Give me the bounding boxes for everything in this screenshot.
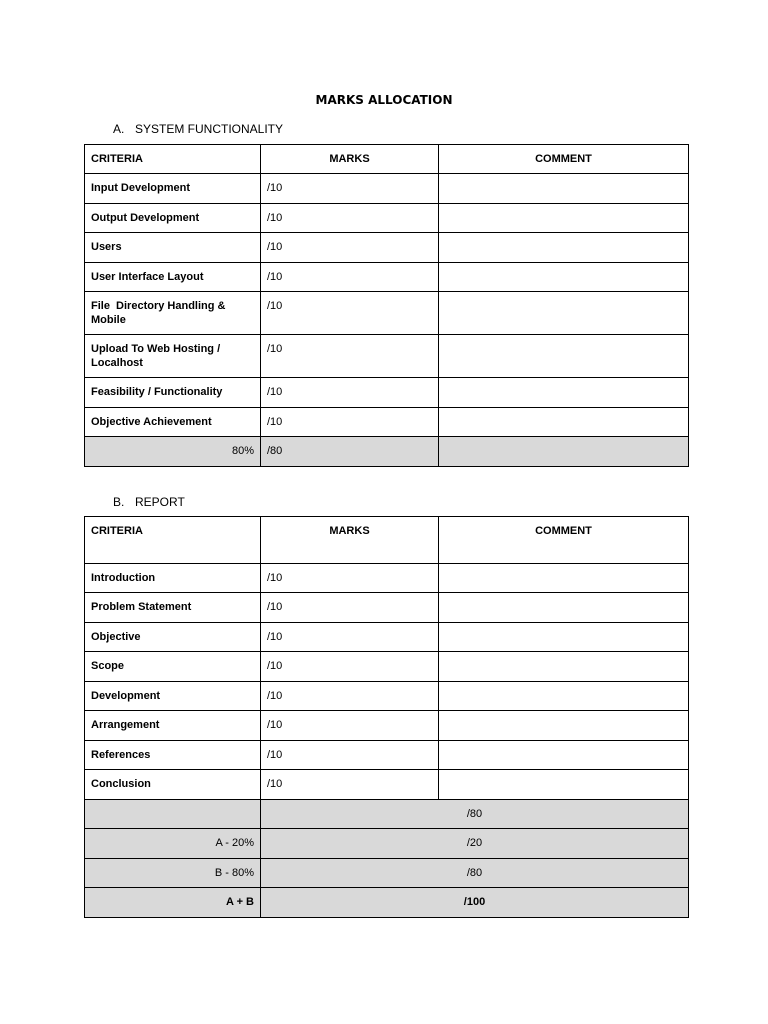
summary-label-cell xyxy=(85,800,261,829)
marks-cell: /10 xyxy=(261,593,439,623)
grand-total-label-cell: A + B xyxy=(85,888,261,918)
marks-cell: /10 xyxy=(261,174,439,204)
criteria-cell: Output Development xyxy=(85,204,261,233)
section-a-letter: A. xyxy=(113,122,125,136)
comment-cell[interactable] xyxy=(439,652,689,682)
page-title: MARKS ALLOCATION xyxy=(315,93,453,107)
comment-cell[interactable] xyxy=(439,174,689,204)
column-header-comment: COMMENT xyxy=(439,145,689,174)
criteria-cell: Introduction xyxy=(85,564,261,593)
criteria-cell: User Interface Layout xyxy=(85,263,261,292)
comment-cell[interactable] xyxy=(439,711,689,741)
total-marks-cell: /80 xyxy=(261,437,439,467)
comment-cell[interactable] xyxy=(439,564,689,593)
summary-label-cell: A - 20% xyxy=(85,829,261,859)
total-row xyxy=(85,437,689,467)
comment-cell[interactable] xyxy=(439,408,689,437)
table-row xyxy=(85,263,689,292)
criteria-cell: Objective Achievement xyxy=(85,408,261,437)
marks-cell: /10 xyxy=(261,292,439,335)
marks-cell: /10 xyxy=(261,263,439,292)
criteria-cell: Users xyxy=(85,233,261,263)
section-b-letter: B. xyxy=(113,495,125,509)
marks-cell: /10 xyxy=(261,770,439,800)
table-row xyxy=(85,741,689,770)
summary-marks-cell: /80 xyxy=(261,800,689,829)
criteria-cell: File Directory Handling & Mobile xyxy=(85,292,261,335)
table-row xyxy=(85,593,689,623)
section-a-title: SYSTEM FUNCTIONALITY xyxy=(135,122,284,136)
summary-row xyxy=(85,829,689,859)
comment-cell[interactable] xyxy=(439,335,689,378)
section-b-title: REPORT xyxy=(135,495,185,509)
column-header-comment: COMMENT xyxy=(439,517,689,564)
column-header-marks: MARKS xyxy=(261,145,439,174)
marks-cell: /10 xyxy=(261,408,439,437)
system-functionality-table xyxy=(84,144,689,467)
summary-marks-cell: /80 xyxy=(261,859,689,888)
table-row xyxy=(85,233,689,263)
comment-cell[interactable] xyxy=(439,682,689,711)
table-row xyxy=(85,378,689,408)
marks-cell: /10 xyxy=(261,652,439,682)
marks-cell: /10 xyxy=(261,378,439,408)
total-comment-cell xyxy=(439,437,689,467)
table-row xyxy=(85,335,689,378)
summary-label-cell: B - 80% xyxy=(85,859,261,888)
comment-cell[interactable] xyxy=(439,292,689,335)
total-label-cell: 80% xyxy=(85,437,261,467)
table-row xyxy=(85,711,689,741)
comment-cell[interactable] xyxy=(439,263,689,292)
summary-row xyxy=(85,800,689,829)
criteria-cell: Feasibility / Functionality xyxy=(85,378,261,408)
column-header-marks: MARKS xyxy=(261,517,439,564)
comment-cell[interactable] xyxy=(439,770,689,800)
table-row xyxy=(85,292,689,335)
criteria-cell: Conclusion xyxy=(85,770,261,800)
criteria-cell: Problem Statement xyxy=(85,593,261,623)
comment-cell[interactable] xyxy=(439,378,689,408)
table-row xyxy=(85,770,689,800)
table-row xyxy=(85,623,689,652)
table-row xyxy=(85,408,689,437)
criteria-cell: Arrangement xyxy=(85,711,261,741)
marks-cell: /10 xyxy=(261,741,439,770)
grand-total-marks-cell: /100 xyxy=(261,888,689,918)
summary-row xyxy=(85,859,689,888)
summary-marks-cell: /20 xyxy=(261,829,689,859)
marks-cell: /10 xyxy=(261,564,439,593)
marks-cell: /10 xyxy=(261,623,439,652)
column-header-criteria: CRITERIA xyxy=(85,145,261,174)
marks-cell: /10 xyxy=(261,711,439,741)
comment-cell[interactable] xyxy=(439,623,689,652)
table-row xyxy=(85,652,689,682)
criteria-cell: Scope xyxy=(85,652,261,682)
criteria-cell: Development xyxy=(85,682,261,711)
marks-cell: /10 xyxy=(261,682,439,711)
marks-cell: /10 xyxy=(261,335,439,378)
criteria-cell: References xyxy=(85,741,261,770)
marks-cell: /10 xyxy=(261,233,439,263)
table-header-row xyxy=(85,145,689,174)
comment-cell[interactable] xyxy=(439,741,689,770)
table-header-row xyxy=(85,517,689,564)
grand-total-row xyxy=(85,888,689,918)
comment-cell[interactable] xyxy=(439,593,689,623)
criteria-cell: Objective xyxy=(85,623,261,652)
table-row xyxy=(85,682,689,711)
table-row xyxy=(85,174,689,204)
table-row xyxy=(85,204,689,233)
criteria-cell: Input Development xyxy=(85,174,261,204)
comment-cell[interactable] xyxy=(439,204,689,233)
report-table xyxy=(84,516,689,918)
section-b-heading xyxy=(113,495,185,509)
comment-cell[interactable] xyxy=(439,233,689,263)
table-row xyxy=(85,564,689,593)
marks-cell: /10 xyxy=(261,204,439,233)
section-a-heading xyxy=(113,122,283,136)
criteria-cell: Upload To Web Hosting / Localhost xyxy=(85,335,261,378)
column-header-criteria: CRITERIA xyxy=(85,517,261,564)
